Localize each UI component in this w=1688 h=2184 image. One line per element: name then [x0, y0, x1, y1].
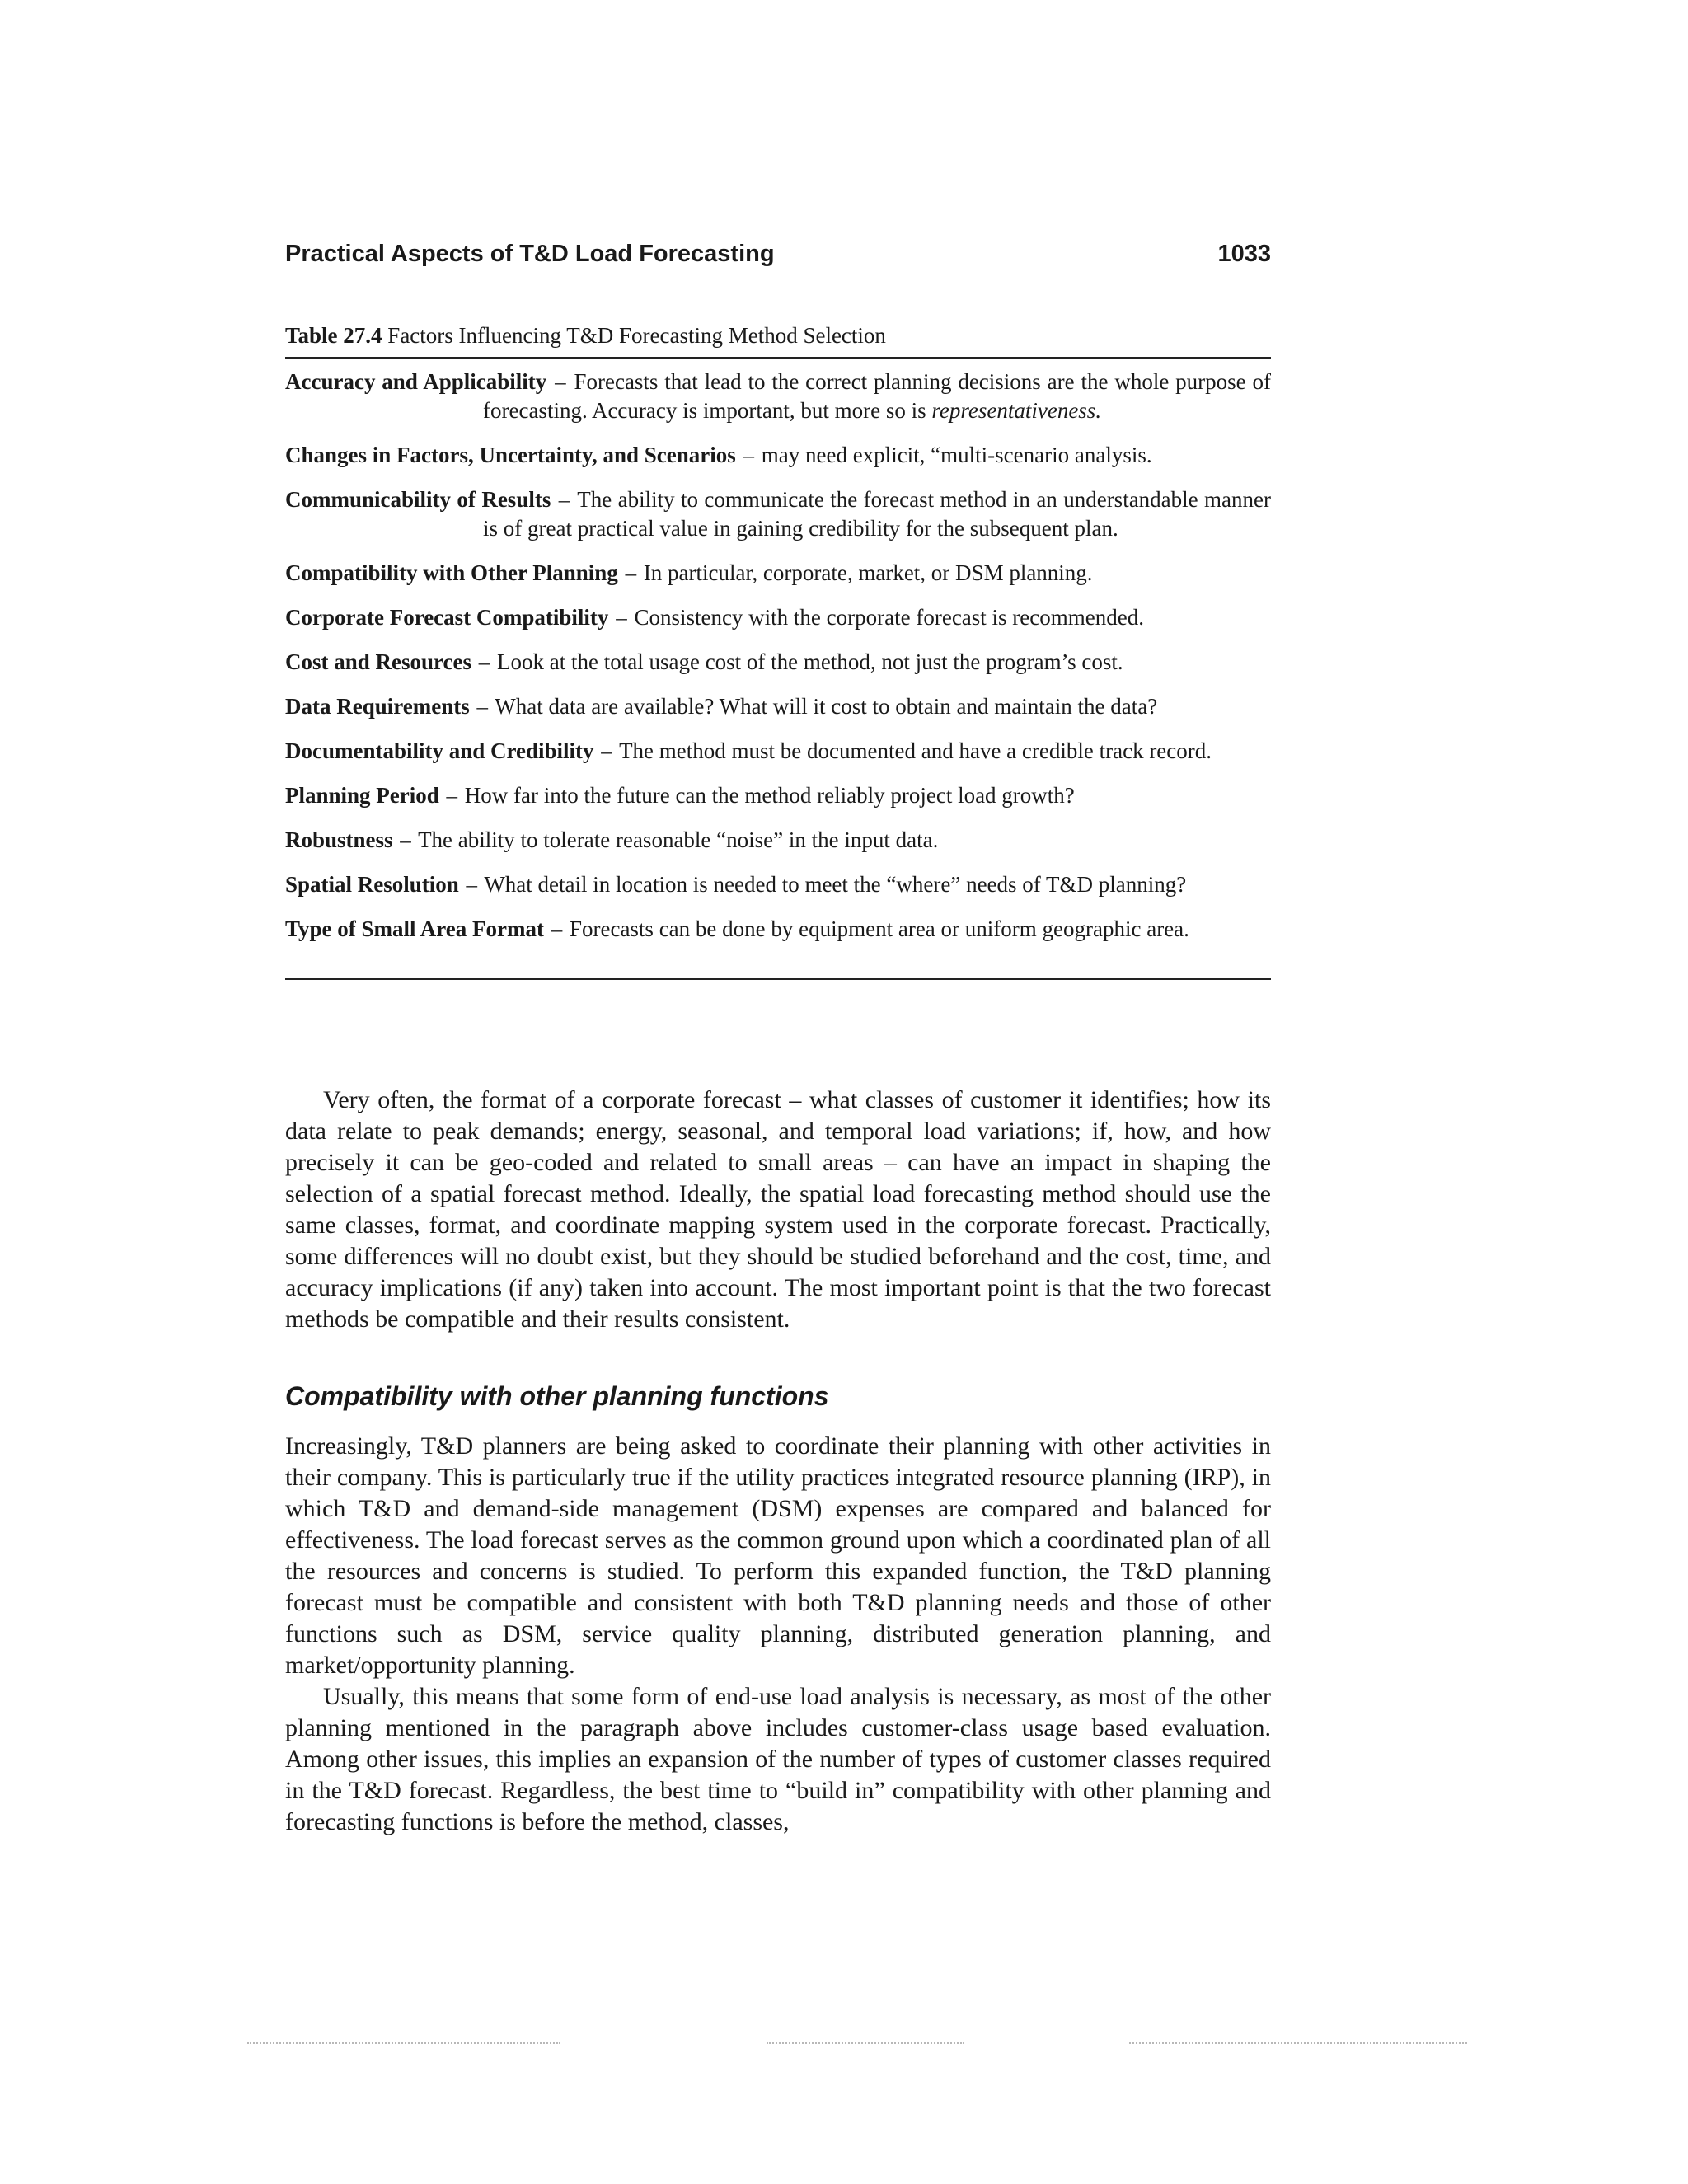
factor-term: Accuracy and Applicability [285, 369, 547, 394]
factor-term: Compatibility with Other Planning [285, 560, 618, 585]
factor-term: Data Requirements [285, 694, 470, 719]
scan-artifact [767, 2042, 964, 2044]
factor-term: Communicability of Results [285, 487, 551, 512]
factor-description: Consistency with the corporate forecast is recommended. [634, 605, 1144, 630]
factor-row: Spatial Resolution – What detail in location is needed to meet the “where” needs of T&D planning? [285, 872, 1187, 897]
factor-term: Type of Small Area Format [285, 916, 544, 941]
factor-row: Documentability and Credibility – The method must be documented and have a credible track record. [285, 738, 1212, 763]
factor-row: Data Requirements – What data are available? What will it cost to obtain and maintain the data? [285, 694, 1158, 719]
body-section-2 [285, 1431, 1271, 1838]
factors-table [285, 368, 1271, 959]
factor-description: Forecasts can be done by equipment area or uniform geographic area. [569, 916, 1189, 941]
factor-row: Compatibility with Other Planning – In particular, corporate, market, or DSM planning. [285, 560, 1093, 585]
factor-description: The method must be documented and have a credible track record. [619, 738, 1212, 763]
factor-term: Spatial Resolution [285, 872, 459, 897]
factor-description: What detail in location is needed to meet the “where” needs of T&D planning? [484, 872, 1187, 897]
factor-description: Forecasts that lead to the correct planning decisions are the whole purpose of forecasting. Accuracy is important, but more so is [483, 369, 1271, 423]
factor-description: may need explicit, “multi-scenario analysis. [761, 443, 1152, 467]
paragraph: Increasingly, T&D planners are being asked to coordinate their planning with other activities in their company. This is particularly true if the utility practices integrated resource planning (IRP), in which T&D and demand-side management (DSM) expenses are compared and balanced for effectiveness. The load forecast serves as the common ground upon which a coordinated plan of all the resources and concerns is studied. To perform this expanded function, the T&D planning forecast must be compatible and consistent with both T&D planning needs and those of other functions such as DSM, service quality planning, distributed generation planning, and market/opportunity planning. [285, 1432, 1271, 1679]
scan-artifact [1129, 2042, 1467, 2044]
factor-description: What data are available? What will it cost to obtain and maintain the data? [495, 694, 1158, 719]
factor-row: Cost and Resources – Look at the total usage cost of the method, not just the program’s cost. [285, 649, 1123, 674]
scan-artifact [247, 2042, 560, 2044]
factor-description: The ability to tolerate reasonable “noise” in the input data. [418, 827, 939, 852]
factor-description: Look at the total usage cost of the method, not just the program’s cost. [497, 649, 1123, 674]
factor-term: Changes in Factors, Uncertainty, and Scenarios [285, 443, 736, 467]
factor-term: Cost and Resources [285, 649, 472, 674]
running-head [285, 241, 1271, 268]
paragraph: Usually, this means that some form of end-use load analysis is necessary, as most of the other planning mentioned in the paragraph above includes customer-class usage based evaluation. Among other issues, this implies an expansion of the number of types of customer classes required in the T&D forecast. Regardless, the best time to “build in” compatibility with other planning and forecasting functions is before the method, classes, [285, 1683, 1271, 1835]
table-caption [285, 323, 1271, 359]
factor-description: The ability to communicate the forecast method in an understandable manner is of great practical value in gaining credibility for the subsequent plan. [483, 487, 1272, 541]
factor-description: How far into the future can the method reliably project load growth? [464, 783, 1075, 808]
factor-row: Communicability of Results – The ability to communicate the forecast method in an understandable manner is of great practical value in gaining credibility for the subsequent plan. [285, 487, 1272, 541]
factor-emphasis: representativeness. [931, 398, 1102, 423]
factor-description: In particular, corporate, market, or DSM planning. [643, 560, 1093, 585]
table-bottom-rule [285, 978, 1271, 980]
paragraph: Very often, the format of a corporate forecast – what classes of customer it identifies; how its data relate to peak demands; energy, seasonal, and temporal load variations; if, how, and how precisely it can be geo-coded and related to small areas – can have an impact in shaping the selection of a spatial forecast method. Ideally, the spatial load forecasting method should use the same classes, format, and coordinate mapping system used in the corporate forecast. Practically, some differences will no doubt exist, but they should be studied beforehand and the cost, time, and accuracy implications (if any) taken into account. The most important point is that the two forecast methods be compatible and their results consistent. [285, 1086, 1271, 1333]
table-label: Table 27.4 [285, 323, 382, 348]
factor-row: Type of Small Area Format – Forecasts can be done by equipment area or uniform geographic area. [285, 916, 1189, 941]
factor-row: Accuracy and Applicability – Forecasts that lead to the correct planning decisions are the whole purpose of forecasting. Accuracy is important, but more so is representativeness. [285, 369, 1271, 423]
factor-row: Changes in Factors, Uncertainty, and Scenarios – may need explicit, “multi-scenario analysis. [285, 443, 1152, 467]
factor-row: Robustness – The ability to tolerate reasonable “noise” in the input data. [285, 827, 939, 852]
factor-term: Robustness [285, 827, 393, 852]
factor-term: Corporate Forecast Compatibility [285, 605, 609, 630]
factor-row: Planning Period – How far into the future can the method reliably project load growth? [285, 783, 1075, 808]
body-section-1 [285, 1085, 1271, 1335]
table-caption-text: Factors Influencing T&D Forecasting Method Selection [387, 323, 886, 348]
section-heading: Compatibility with other planning functions [285, 1381, 829, 1411]
factor-term: Documentability and Credibility [285, 738, 594, 763]
factor-term: Planning Period [285, 783, 439, 808]
running-head-title: Practical Aspects of T&D Load Forecasting [285, 241, 775, 267]
page-number: 1033 [1217, 241, 1271, 267]
factor-row: Corporate Forecast Compatibility – Consistency with the corporate forecast is recommended. [285, 605, 1144, 630]
